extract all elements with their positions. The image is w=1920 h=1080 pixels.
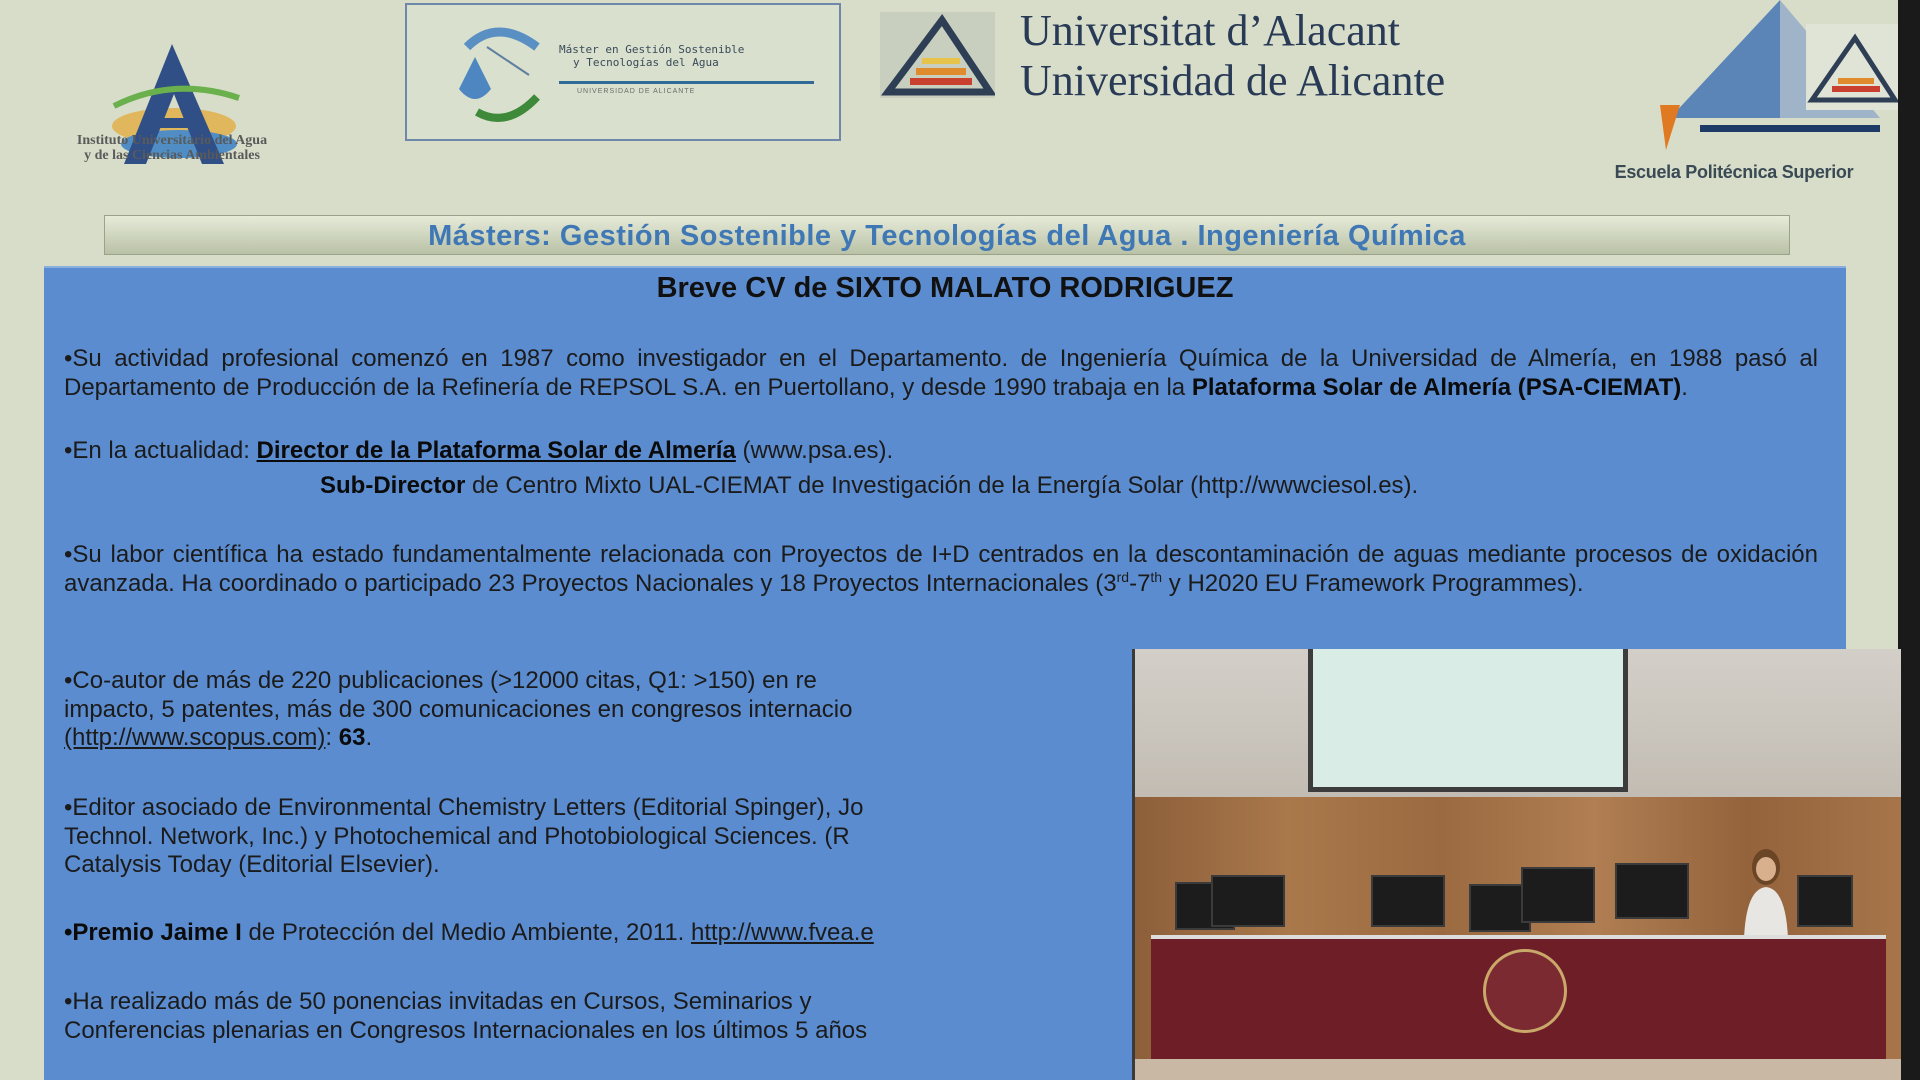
desk-monitor-icon bbox=[1797, 875, 1853, 927]
cv-paragraph-research bbox=[64, 541, 1818, 598]
cv-research-text: •Su labor científica ha estado fundamentalmente relacionada con Proyectos de I+D centrados en la descontaminación de aguas mediante procesos de oxidación avanzada. Ha coordinado o participado 23 Proyectos Nacionales y 18 Proyectos Internacionales (3 bbox=[64, 541, 1818, 597]
cv-career-end: . bbox=[1681, 373, 1688, 401]
desk-monitor-icon bbox=[1615, 863, 1689, 919]
cv-career-text: •Su actividad profesional comenzó en 1987 como investigador en el Departamento. de Ingeniería Química de la Universidad de Almería, en 1988 pasó al Departamento de Producción de la Refinería de REPSOL S.A. en Puertollano, y desde 1990 trabaja en la bbox=[64, 345, 1818, 401]
cv-publications-line3 bbox=[64, 724, 1132, 753]
cv-award-text: de Protección del Medio Ambiente, 2011. bbox=[241, 919, 691, 946]
cv-title: Breve CV de SIXTO MALATO RODRIGUEZ bbox=[656, 272, 1234, 304]
cv-publications-line2: impacto, 5 patentes, más de 300 comunicaciones en congresos internacio bbox=[64, 695, 853, 723]
master-logo-underline bbox=[559, 81, 814, 84]
cv-editor-line3: Catalysis Today (Editorial Elsevier). bbox=[64, 851, 440, 878]
eps-logo-icon bbox=[1580, 0, 1898, 170]
cv-talks-line2: Conferencias plenarias en Congresos Internacionales en los últimos 5 años bbox=[64, 1016, 868, 1044]
projection-screen bbox=[1308, 649, 1628, 792]
master-logo bbox=[405, 3, 841, 141]
university-name-spanish: Universidad de Alicante bbox=[1020, 56, 1446, 105]
cv-career-psa: Plataforma Solar de Almería (PSA-CIEMAT) bbox=[1191, 373, 1682, 401]
master-logo-text bbox=[559, 43, 829, 69]
masters-banner bbox=[104, 215, 1790, 255]
speaker-person-icon bbox=[1738, 845, 1794, 939]
university-name bbox=[1020, 6, 1445, 106]
desk-monitor-icon bbox=[1371, 875, 1445, 927]
master-logo-line1: Máster en Gestión Sostenible bbox=[559, 43, 745, 56]
cv-current-director: Director de la Plataforma Solar de Almería bbox=[256, 437, 736, 464]
cv-paragraph-award bbox=[64, 919, 1132, 948]
room-floor bbox=[1135, 1059, 1901, 1080]
fvea-link[interactable]: http://www.fvea.e bbox=[691, 919, 874, 946]
cv-research-end: y H2020 EU Framework Programmes). bbox=[1162, 569, 1584, 597]
cv-research-sup1: rd bbox=[1116, 568, 1130, 585]
cv-editor-line2: Technol. Network, Inc.) y Photochemical and Photobiological Sciences. (R bbox=[64, 822, 850, 850]
cv-publications-line1: •Co-autor de más de 220 publicaciones (>12000 citas, Q1: >150) en re bbox=[64, 667, 817, 694]
cv-current-label: •En la actualidad: bbox=[64, 437, 257, 464]
iua-caption-line1: Instituto Universitario del Agua bbox=[76, 133, 268, 148]
cv-h-index: 63 bbox=[338, 724, 366, 751]
eps-caption: Escuela Politécnica Superior bbox=[1614, 162, 1854, 182]
cv-award-name: •Premio Jaime I bbox=[64, 919, 242, 946]
cv-paragraph-editor bbox=[64, 794, 1132, 880]
water-cycle-icon bbox=[437, 17, 557, 129]
cv-current-url: (www.psa.es). bbox=[735, 437, 894, 464]
cv-paragraph-current bbox=[64, 437, 1818, 466]
iua-caption bbox=[14, 133, 330, 163]
cv-paragraph-talks bbox=[64, 988, 1132, 1045]
desk-monitor-icon bbox=[1521, 867, 1595, 923]
desk-monitor-icon bbox=[1211, 875, 1285, 927]
ua-logo-icon bbox=[880, 12, 995, 98]
scopus-link[interactable]: (http://www.scopus.com) bbox=[64, 724, 326, 751]
cv-paragraph-publications bbox=[64, 667, 1132, 753]
university-name-valencian: Universitat d’Alacant bbox=[1020, 6, 1400, 55]
cv-paragraph-subdirector bbox=[320, 472, 1820, 501]
cv-paragraph-career bbox=[64, 345, 1818, 402]
cv-publications-sep: : bbox=[325, 724, 339, 751]
cv-editor-line1: •Editor asociado de Environmental Chemistry Letters (Editorial Spinger), Jo bbox=[64, 794, 864, 821]
cv-research-sup2: th bbox=[1150, 568, 1163, 585]
master-logo-subtitle: UNIVERSIDAD DE ALICANTE bbox=[577, 88, 696, 95]
cv-talks-line1: •Ha realizado más de 50 ponencias invitadas en Cursos, Seminarios y bbox=[64, 988, 812, 1015]
speaker-video[interactable] bbox=[1132, 649, 1901, 1080]
cv-research-range: -7 bbox=[1129, 569, 1151, 597]
cv-subdirector-text: de Centro Mixto UAL-CIEMAT de Investigación de la Energía Solar (http://wwwciesol.es). bbox=[465, 472, 1419, 499]
masters-banner-text: Másters: Gestión Sostenible y Tecnologías del Agua . Ingeniería Química bbox=[428, 220, 1466, 252]
cv-publications-end: . bbox=[365, 724, 373, 751]
university-seal-icon bbox=[1483, 949, 1567, 1033]
master-logo-line2: y Tecnologías del Agua bbox=[573, 56, 719, 69]
iua-caption-line2: y de las Ciencias Ambientales bbox=[84, 148, 260, 163]
cv-subdirector-label: Sub-Director bbox=[320, 472, 466, 499]
